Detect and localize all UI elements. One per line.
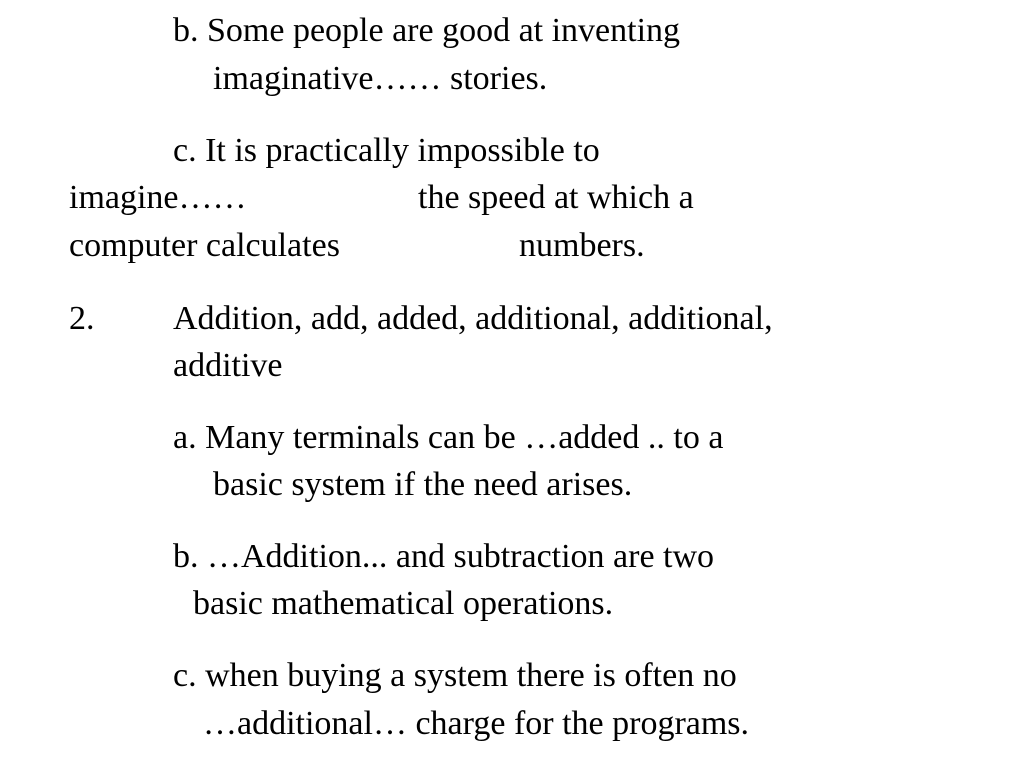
sentence-b-line-2: basic mathematical operations.	[193, 585, 614, 622]
sentence-b-line-1: b. Some people are good at inventing	[173, 12, 681, 49]
sentence-c-line-3-end: numbers.	[519, 227, 645, 264]
item-2-word-family-line-1: Addition, add, added, additional, additional,	[173, 300, 773, 337]
sentence-c-line-1: c. It is practically impossible to	[173, 132, 600, 169]
sentence-a-line-2: basic system if the need arises.	[213, 466, 633, 503]
sentence-c-line-2-end: the speed at which a	[418, 179, 694, 216]
sentence-c-line-2: …additional… charge for the programs.	[203, 705, 750, 742]
sentence-b-line-2: imaginative…… stories.	[213, 60, 548, 97]
sentence-a-line-1: a. Many terminals can be …added .. to a	[173, 419, 724, 456]
sentence-c-line-1: c. when buying a system there is often no	[173, 657, 737, 694]
sentence-c-line-2-start: imagine……	[69, 179, 247, 216]
item-2-word-family-line-2: additive	[173, 347, 283, 384]
sentence-c-line-3-start: computer calculates	[69, 227, 340, 264]
sentence-b-line-1: b. …Addition... and subtraction are two	[173, 538, 715, 575]
item-2-number: 2.	[69, 300, 95, 337]
